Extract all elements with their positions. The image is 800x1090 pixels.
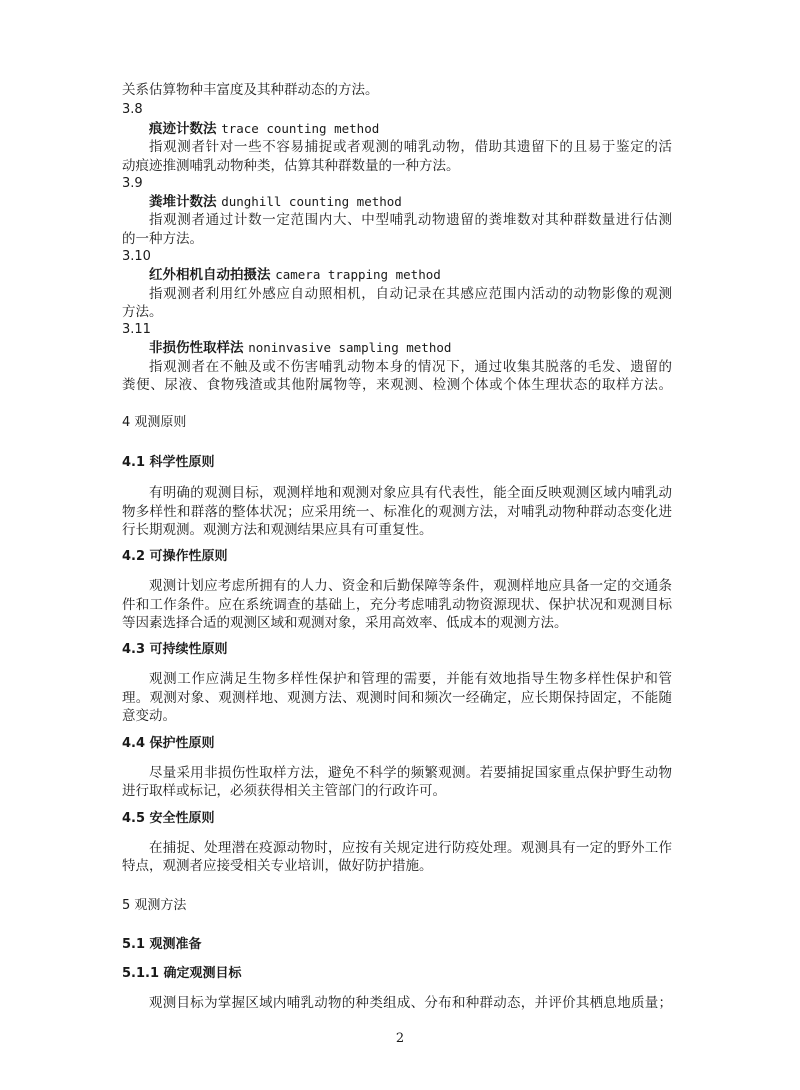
body-line: 行长期观测。观测方法和观测结果应具有可重复性。 xyxy=(122,522,433,538)
term-title xyxy=(149,338,451,358)
body-line: 指观测者通过计数一定范围内大、中型哺乳动物遗留的粪堆数对其种群数量进行估测 xyxy=(149,212,672,228)
subsection-heading: 4.2 可操作性原则 xyxy=(122,549,228,564)
body-line: 关系估算物种丰富度及其种群动态的方法。 xyxy=(122,82,379,98)
body-line: 指观测者针对一些不容易捕捉或者观测的哺乳动物，借助其遗留下的且易于鉴定的活 xyxy=(149,139,672,155)
body-line: 尽量采用非损伤性取样方法，避免不科学的频繁观测。若要捕捉国家重点保护野生动物 xyxy=(149,765,672,781)
term-en: trace counting method xyxy=(221,121,380,136)
body-line: 意变动。 xyxy=(122,708,176,724)
term-number: 3.11 xyxy=(122,322,151,337)
body-line: 指观测者在不触及或不伤害哺乳动物本身的情况下，通过收集其脱落的毛发、遗留的 xyxy=(149,359,672,375)
body-line: 在捕捉、处理潜在疫源动物时，应按有关规定进行防疫处理。观测具有一定的野外工作 xyxy=(149,840,672,856)
section-heading: 4 观测原则 xyxy=(122,415,187,430)
body-line: 的一种方法。 xyxy=(122,231,203,247)
page-number: 2 xyxy=(395,1031,405,1046)
body-line: 物多样性和群落的整体状况；应采用统一、标准化的观测方法，对哺乳动物种群动态变化进 xyxy=(122,504,672,520)
term-en: dunghill counting method xyxy=(221,194,402,209)
term-number: 3.9 xyxy=(122,176,143,191)
body-line: 件和工作条件。应在系统调查的基础上，充分考虑哺乳动物资源现状、保护状况和观测目标 xyxy=(122,597,672,613)
body-line: 指观测者利用红外感应自动照相机，自动记录在其感应范围内活动的动物影像的观测 xyxy=(149,286,672,302)
body-line: 特点，观测者应接受相关专业培训，做好防护措施。 xyxy=(122,858,433,874)
body-line: 方法。 xyxy=(122,304,163,320)
section-heading: 5 观测方法 xyxy=(122,898,187,913)
term-en: noninvasive sampling method xyxy=(248,340,452,355)
body-line: 进行取样或标记，必须获得相关主管部门的行政许可。 xyxy=(122,783,446,799)
body-line: 观测目标为掌握区域内哺乳动物的种类组成、分布和种群动态，并评价其栖息地质量； xyxy=(149,995,672,1011)
body-line: 动痕迹推测哺乳动物种类，估算其种群数量的一种方法。 xyxy=(122,158,460,174)
subsection-heading: 5.1 观测准备 xyxy=(122,937,202,952)
term-title xyxy=(149,192,402,212)
term-zh: 非损伤性取样法 xyxy=(149,340,244,356)
body-line: 粪便、尿液、食物残渣或其他附属物等，来观测、检测个体或个体生理状态的取样方法。 xyxy=(122,377,672,393)
term-zh: 红外相机自动拍摄法 xyxy=(149,267,271,283)
body-line: 等因素选择合适的观测区域和观测对象，采用高效率、低成本的观测方法。 xyxy=(122,615,568,631)
subsection-heading: 4.5 安全性原则 xyxy=(122,811,215,826)
subsection-heading: 4.1 科学性原则 xyxy=(122,455,215,470)
subsection-heading: 5.1.1 确定观测目标 xyxy=(122,966,242,981)
term-zh: 粪堆计数法 xyxy=(149,194,217,210)
term-title xyxy=(149,119,379,139)
body-line: 观测计划应考虑所拥有的人力、资金和后勤保障等条件，观测样地应具备一定的交通条 xyxy=(149,578,672,594)
body-line: 有明确的观测目标，观测样地和观测对象应具有代表性，能全面反映观测区域内哺乳动 xyxy=(149,485,672,501)
body-line: 观测工作应满足生物多样性保护和管理的需要，并能有效地指导生物多样性保护和管 xyxy=(149,671,672,687)
body-line: 理。观测对象、观测样地、观测方法、观测时间和频次一经确定，应长期保持固定，不能随 xyxy=(122,690,672,706)
term-title xyxy=(149,265,441,285)
term-number: 3.10 xyxy=(122,249,151,264)
term-number: 3.8 xyxy=(122,102,143,117)
term-en: camera trapping method xyxy=(275,267,441,282)
subsection-heading: 4.3 可持续性原则 xyxy=(122,642,228,657)
subsection-heading: 4.4 保护性原则 xyxy=(122,736,215,751)
term-zh: 痕迹计数法 xyxy=(149,121,217,137)
